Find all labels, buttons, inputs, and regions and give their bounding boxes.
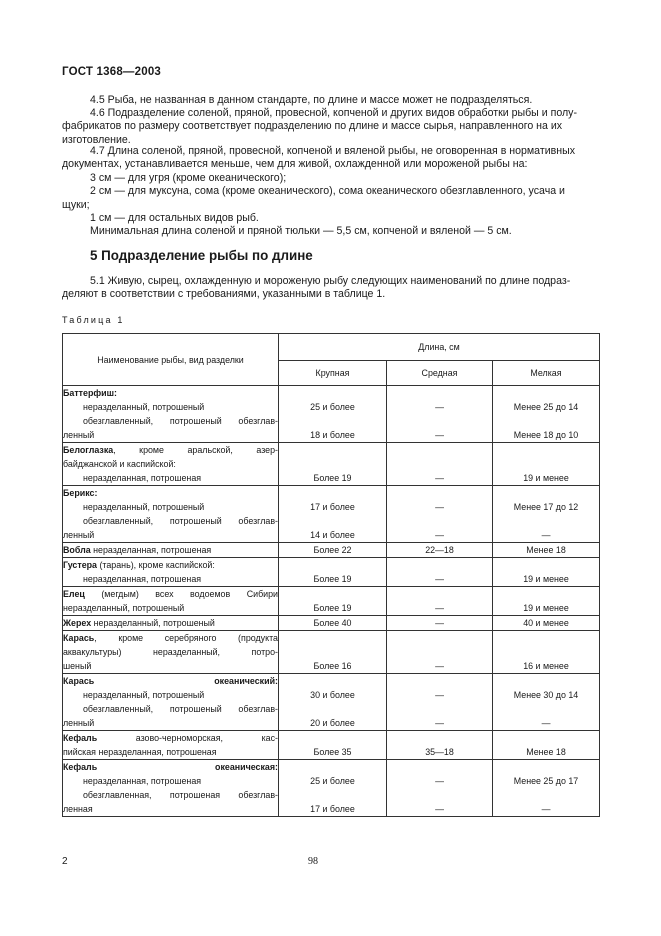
sheet-number: 98 <box>308 856 318 867</box>
table-row: Елец (мегдым) всех водоемов Сибири неразделанный, потрошеный Более 19 — 19 и менее <box>63 587 600 616</box>
paragraph-4-7: 4.7 Длина соленой, пряной, провесной, копченой и вяленой рыбы, не оговоренная в нормативных документах, устанавливается меньше, чем для живой, охлажденной или мороженой рыбы на: 3 см — для угря (кроме океанического); 2 см — для муксуна, сома (кроме океанического), сома океанического обезглавленного, усача и щуки; 1 см — для остальных видов рыб. Минимальная длина соленой и пряной тюльки — 5,5 см, копченой и вяленой — 5 см. <box>62 145 575 238</box>
header-large: Крупная <box>279 361 387 386</box>
header-medium: Средная <box>387 361 493 386</box>
section-title: 5 Подразделение рыбы по длине <box>90 248 313 263</box>
table-row: Карась океанический: неразделанный, потрошеный обезглавленный, потрошеный обезглав- ленный 30 и более 20 и более — — Менее 30 до 14 — <box>63 674 600 731</box>
table-caption: Таблица 1 <box>62 315 125 325</box>
header-fish-name: Наименование рыбы, вид разделки <box>63 334 279 386</box>
table-row: Карась, кроме серебряного (продукта аквакультуры) неразделанный, потро- шеный Более 16 — 16 и менее <box>63 631 600 674</box>
fish-length-table <box>62 333 600 817</box>
header-length: Длина, см <box>279 334 600 361</box>
document-id: ГОСТ 1368—2003 <box>62 66 162 78</box>
table-row: Берикс: неразделанный, потрошеный обезглавленный, потрошеный обезглав- ленный 17 и более 14 и более — — Менее 17 до 12 — <box>63 486 600 543</box>
table-row: Вобла неразделанная, потрошеная Более 22 22—18 Менее 18 <box>63 543 600 558</box>
paragraph-4-6: 4.6 Подразделение соленой, пряной, провесной, копченой и других видов обработки рыбы и полу- фабрикатов по размеру соответствует подразделению по длине и массе сырья, направленного на их изготовление. <box>62 107 577 146</box>
header-small: Мелкая <box>493 361 600 386</box>
page-number: 2 <box>62 856 68 867</box>
table-row: Густера (тарань), кроме каспийской: неразделанная, потрошеная Более 19 — 19 и менее <box>63 558 600 587</box>
table-row: Белоглазка, кроме аральской, азер- байджанской и каспийской: неразделанная, потрошеная Более 19 — 19 и менее <box>63 443 600 486</box>
paragraph-5-1: 5.1 Живую, сырец, охлажденную и мороженую рыбу следующих наименований по длине подраз- деляют в соответствии с требованиями, указанными в таблице 1. <box>62 275 571 301</box>
paragraph-4-5: 4.5 Рыба, не названная в данном стандарте, по длине и массе может не подразделяться. <box>90 94 533 106</box>
table-header-row <box>63 334 600 361</box>
table-row: Кефаль океаническая: неразделанная, потрошеная обезглавленная, потрошеная обезглав- ленная 25 и более 17 и более — — Менее 25 до 17 — <box>63 760 600 817</box>
table-row: Жерех неразделанный, потрошеный Более 40 — 40 и менее <box>63 616 600 631</box>
table-row: Кефаль азово-черноморская, кас- пийская неразделанная, потрошеная Более 35 35—18 Менее 18 <box>63 731 600 760</box>
table-row: Баттерфиш: неразделанный, потрошеный обезглавленный, потрошеный обезглав- ленный 25 и более 18 и более — — Менее 25 до 14 Менее 18 до 10 <box>63 386 600 443</box>
